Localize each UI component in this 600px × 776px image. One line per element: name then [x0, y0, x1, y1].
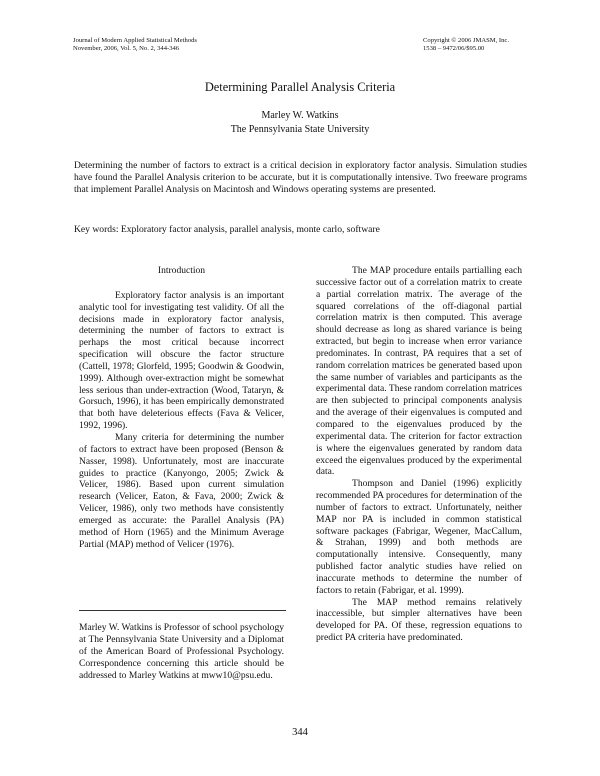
author-name: Marley W. Watkins: [261, 110, 339, 121]
left-column: [79, 265, 284, 550]
section-heading-introduction: Introduction: [157, 265, 206, 276]
paper-title: Determining Parallel Analysis Criteria: [204, 80, 396, 94]
copyright-header: [423, 37, 509, 54]
paragraph: Exploratory factor analysis is an important analytic tool for investigating test validity. Of all the decisions made in exploratory factor analysis, determining the number of factors to extract is perhaps the most critical because incorrect specification will obscure the factor structure (Cattell, 1978; Glorfeld, 1995; Goodwin & Goodwin, 1999). Although over-extraction might be somewhat less serious than under-extraction (Wood, Tataryn, & Gorsuch, 1996), it has been empirically demonstrated that both have deleterious effects (Fava & Velicer, 1992, 1996).: [79, 289, 284, 432]
copyright-line: Copyright © 2006 JMASM, Inc.: [423, 37, 509, 44]
abstract: Determining the number of factors to extract is a critical decision in exploratory factor analysis. Simulation studies have found the Parallel Analysis criterion to be accurate, but it is computationally intensive. Two freeware programs that implement Parallel Analysis on Macintosh and Windows operating systems are presented.: [74, 160, 527, 195]
journal-header: [73, 37, 197, 54]
paragraph: The MAP method remains relatively inaccessible, but simpler alternatives have been developed for PA. Of these, regression equations to predict PA criteria have predominated.: [316, 596, 522, 644]
paragraph: The MAP procedure entails partialling each successive factor out of a correlation matrix to create a partial correlation matrix. The average of the squared correlations of the off-diagonal partial correlation matrix is then computed. This average should decrease as long as shared variance is being extracted, but begin to increase when error variance predominates. In contrast, PA requires that a set of random correlation matrices be generated based upon the same number of variables and participants as the experimental data. These random correlation matrices are then subjected to principal components analysis and the average of their eigenvalues is computed and compared to the eigenvalues produced by the experimental data. The criterion for factor extraction is where the eigenvalues generated by random data exceed the eigenvalues produced by the experimental data.: [316, 265, 522, 478]
author-note: [79, 610, 284, 682]
paragraph: Thompson and Daniel (1996) explicitly recommended PA procedures for determination of the number of factors to extract. Unfortunately, neither MAP nor PA is included in common statistical software packages (Fabrigar, Wegener, MacCallum, & Strahan, 1999) and both methods are computationally intensive. Consequently, many published factor analytic studies have relied on inaccurate methods to determine the number of factors to retain (Fabrigar, et al. 1999).: [316, 478, 522, 596]
paragraph: Many criteria for determining the number of factors to extract have been proposed (Benson & Nasser, 1998). Unfortunately, most are inaccurate guides to practice (Kanyongo, 2005; Zwick & Velicer, 1986). Based upon current simulation research (Velicer, Eaton, & Fava, 2000; Zwick & Velicer, 1986), only two methods have consistently emerged as accurate: the Parallel Analysis (PA) method of Horn (1965) and the Minimum Average Partial (MAP) method of Velicer (1976).: [79, 431, 284, 550]
journal-issue: November, 2006, Vol. 5, No. 2, 344-346: [73, 45, 180, 53]
journal-name: Journal of Modern Applied Statistical Methods: [73, 37, 197, 44]
author-note-text: Marley W. Watkins is Professor of school psychology at The Pennsylvania State University and a Diplomat of the American Board of Professional Psychology. Correspondence concerning this article should be addressed to Marley Watkins at mww10@psu.edu.: [79, 622, 284, 681]
author-affiliation: The Pennsylvania State University: [230, 123, 370, 135]
footnote-separator: [79, 610, 286, 611]
page-number: 344: [292, 727, 308, 738]
issn-line: 1538 – 9472/06/$95.00: [423, 45, 485, 53]
right-column: [316, 265, 522, 644]
author-block: [0, 109, 600, 136]
keywords: Key words: Exploratory factor analysis, parallel analysis, monte carlo, software: [74, 224, 380, 235]
